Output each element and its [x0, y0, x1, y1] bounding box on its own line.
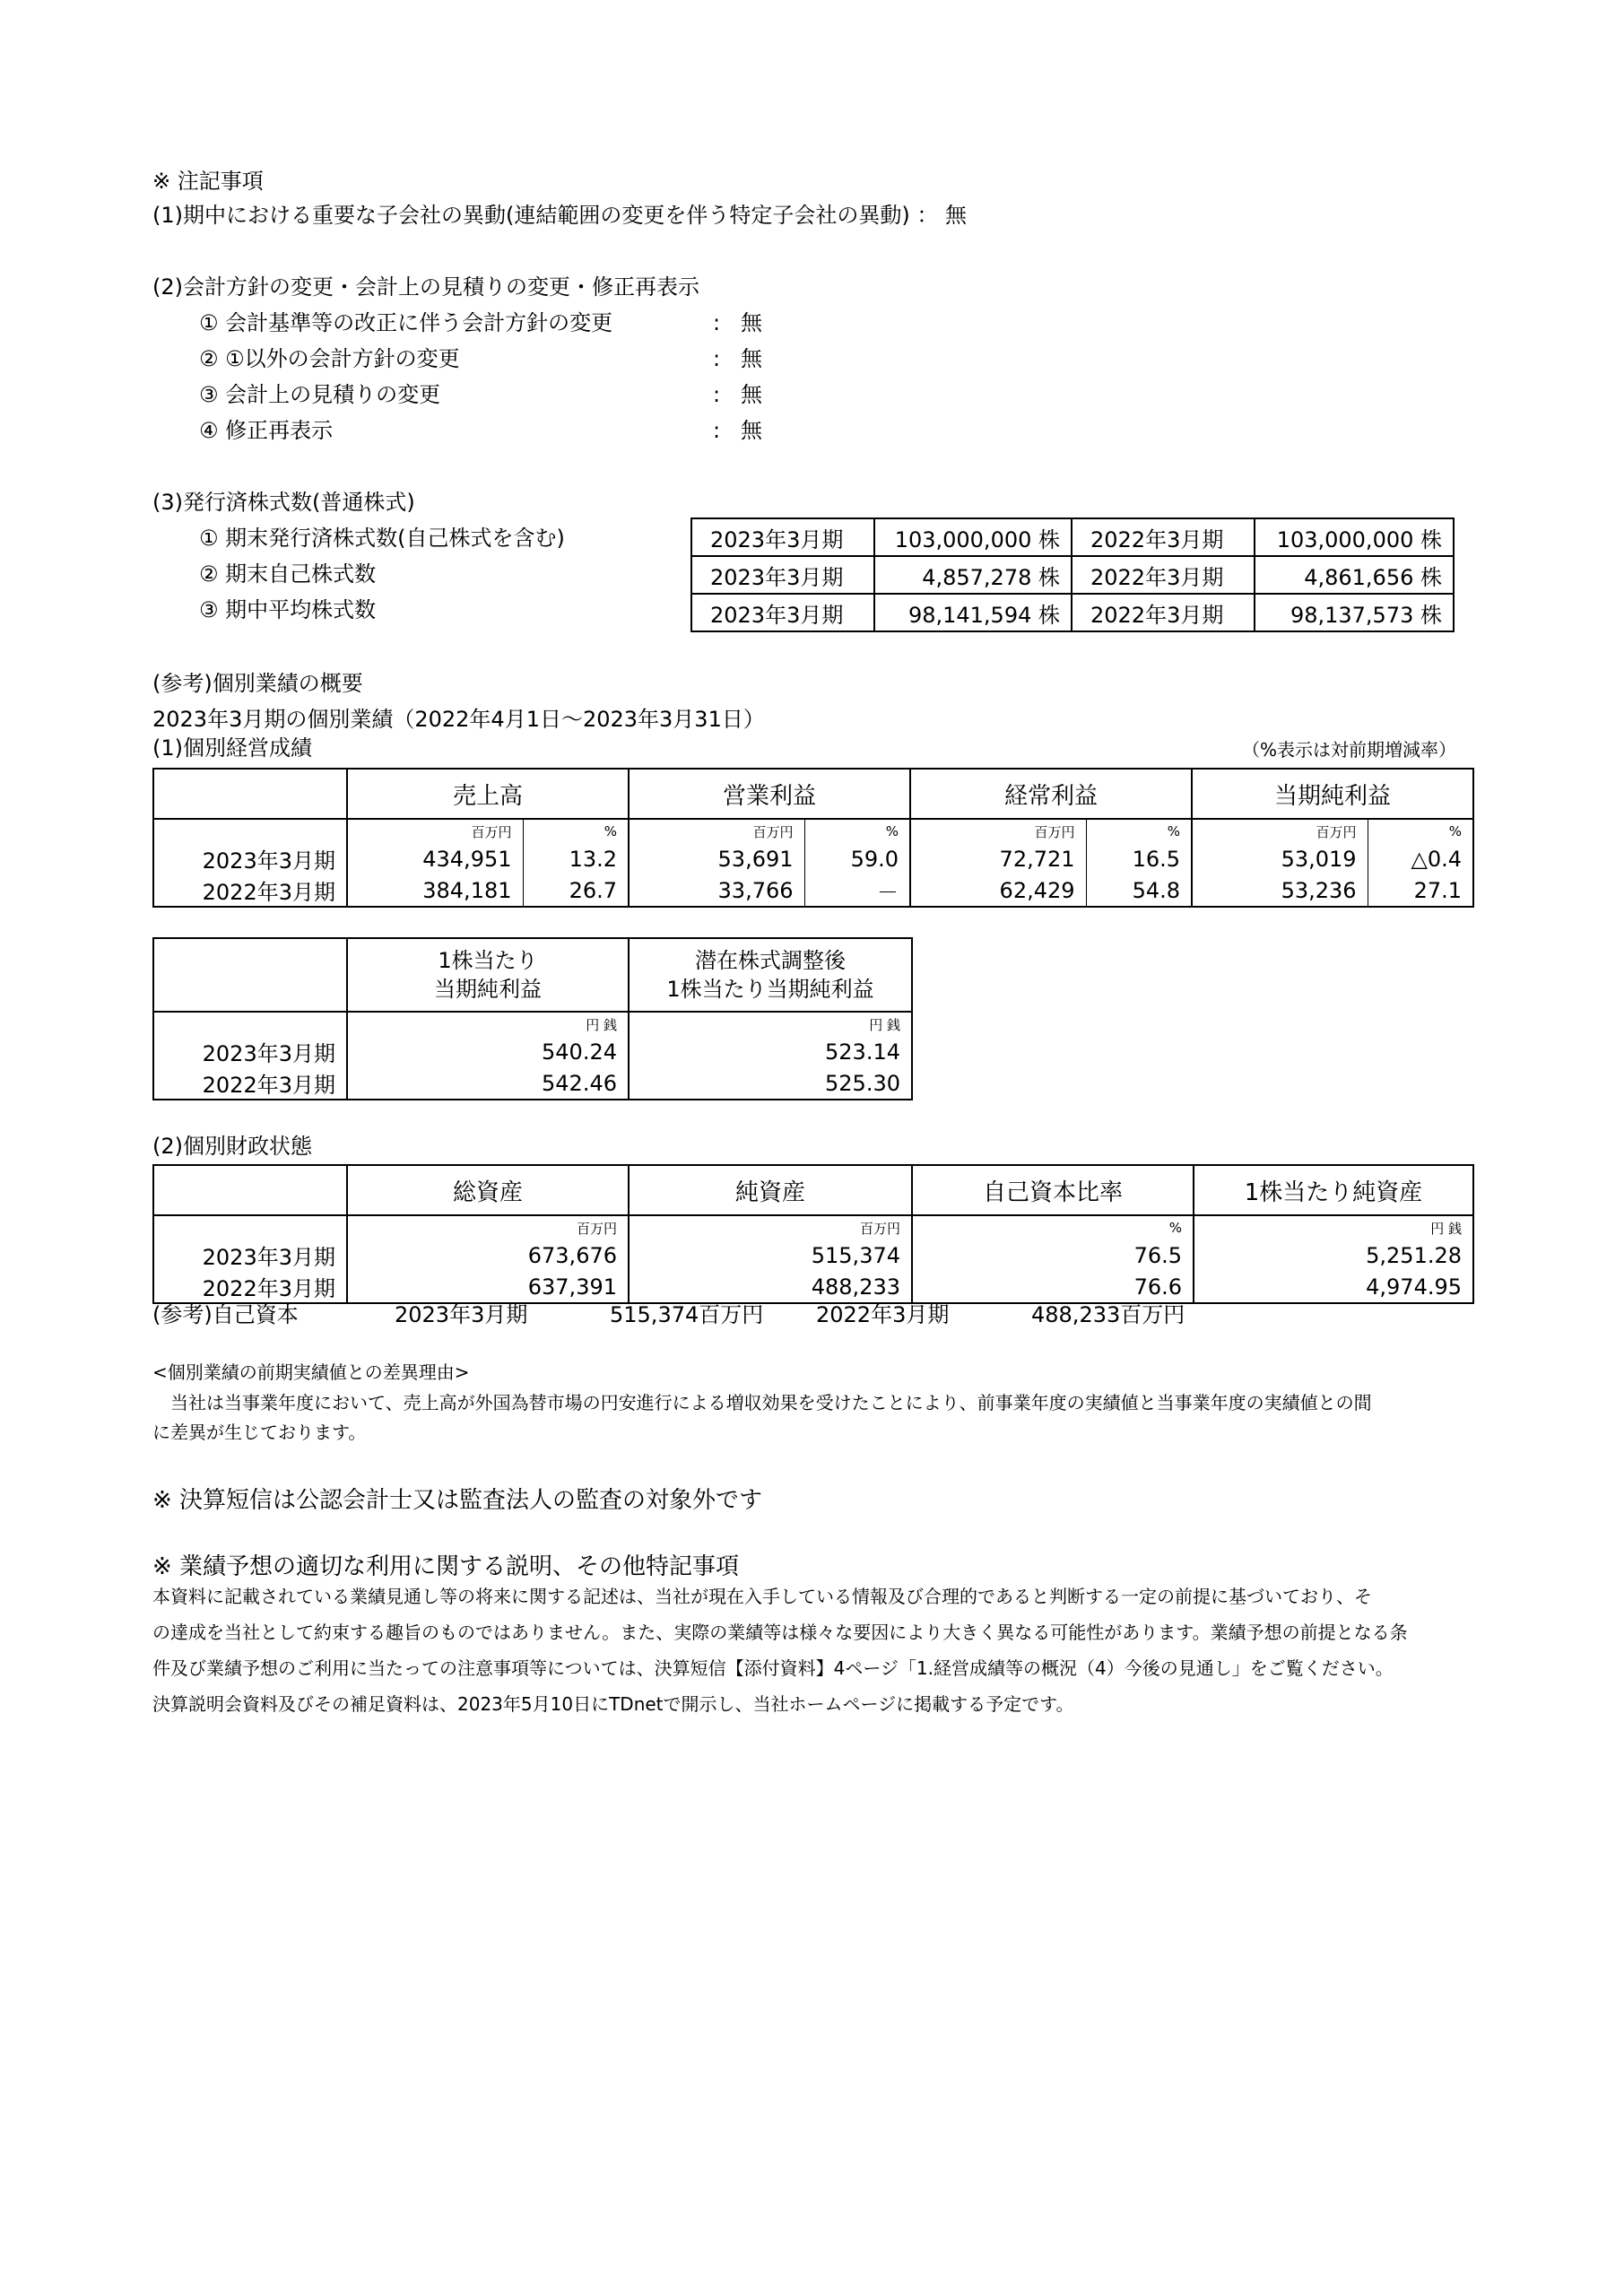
table-row	[691, 518, 1454, 556]
value-cell: 4,974.95	[1366, 1274, 1462, 1300]
unit-label: 百万円	[629, 1215, 912, 1239]
column-header-diluted-eps	[629, 938, 912, 1012]
financial-position-title: (2)個別財政状態	[152, 1134, 312, 1159]
forecast-title: ※ 業績予想の適切な利用に関する説明、その他特記事項	[152, 1553, 740, 1580]
equity-value: 488,233百万円	[1031, 1302, 1185, 1327]
operating-results-table	[152, 768, 1474, 908]
unit-blank	[153, 1215, 347, 1239]
shares-value: 98,141,594 株	[874, 594, 1072, 631]
amount-cell: 53,019	[1192, 843, 1368, 874]
note-subsidiary-change: (1)期中における重要な子会社の異動(連結範囲の変更を伴う特定子会社の異動) ： 無	[152, 203, 967, 228]
pct-cell: －	[804, 874, 910, 907]
period-cell: 2022年3月期	[153, 1067, 347, 1100]
equity-period: 2023年3月期	[395, 1302, 528, 1327]
table-row	[153, 1271, 1473, 1303]
amount-cell: 434,951	[347, 843, 523, 874]
table-row	[691, 594, 1454, 631]
period-cell: 2023年3月期	[691, 556, 874, 594]
policy-item-value: 無	[741, 310, 762, 335]
eps-value: 540.24	[347, 1036, 629, 1067]
period-cell: 2022年3月期	[153, 1271, 347, 1303]
unit-row	[153, 819, 1473, 843]
pct-cell: 27.1	[1413, 877, 1463, 903]
column-header: 経常利益	[910, 769, 1192, 819]
amount-cell: 33,766	[629, 874, 804, 907]
difference-reason-title: <個別業績の前期実績値との差異理由>	[152, 1361, 470, 1383]
table-row	[153, 1067, 912, 1100]
value-cell: 5,251.28	[1366, 1242, 1462, 1268]
table-header-row	[153, 1165, 1473, 1215]
policy-item-colon: :	[713, 418, 721, 443]
unit-label: 百万円	[1192, 819, 1368, 843]
note-shares-title: (3)発行済株式数(普通株式)	[152, 490, 415, 515]
value-cell: 76.5	[912, 1239, 1194, 1271]
forecast-text: 決算説明会資料及びその補足資料は、2023年5月10日にTDnetで開示し、当社ホームページに掲載する予定です。	[152, 1693, 1074, 1715]
unit-label: %	[1086, 819, 1192, 843]
period-cell: 2022年3月期	[153, 874, 347, 907]
equity-value: 515,374百万円	[610, 1302, 764, 1327]
eps-value: 542.46	[347, 1067, 629, 1100]
amount-cell: 72,721	[910, 843, 1086, 874]
operating-results-title: (1)個別経営成績	[152, 735, 312, 761]
unit-label: %	[523, 819, 629, 843]
shares-value: 103,000,000 株	[874, 518, 1072, 556]
column-header: 1株当たり純資産	[1194, 1165, 1473, 1215]
financial-position-table	[152, 1164, 1474, 1304]
column-header-eps	[347, 938, 629, 1012]
shares-item-label: ③ 期中平均株式数	[199, 597, 377, 622]
difference-reason-text: 当社は当事業年度において、売上高が外国為替市場の円安進行による増収効果を受けたことにより、前事業年度の実績値と当事業年度の実績値との間	[170, 1392, 1372, 1413]
note-accounting-policy-title: (2)会計方針の変更・会計上の見積りの変更・修正再表示	[152, 274, 699, 300]
shares-value: 4,861,656 株	[1255, 556, 1454, 594]
header-blank	[153, 938, 347, 1012]
header-line: 当期純利益	[434, 977, 542, 1002]
amount-cell: 62,429	[910, 874, 1086, 907]
diluted-eps-value: 523.14	[825, 1039, 900, 1065]
unit-label: %	[1448, 823, 1463, 839]
pct-cell: 13.2	[523, 843, 629, 874]
pct-cell: 16.5	[1086, 843, 1192, 874]
period-cell: 2023年3月期	[691, 518, 874, 556]
reference-title: (参考)個別業績の概要	[152, 671, 363, 696]
unit-label: 円 銭	[869, 1016, 900, 1033]
period-cell: 2022年3月期	[1072, 556, 1255, 594]
unit-row	[153, 1012, 912, 1036]
unit-label: %	[912, 1215, 1194, 1239]
unit-blank	[153, 1012, 347, 1036]
unit-label: %	[804, 819, 910, 843]
shares-value: 98,137,573 株	[1255, 594, 1454, 631]
header-line: 1株当たり当期純利益	[666, 977, 874, 1002]
shares-value: 4,857,278 株	[874, 556, 1072, 594]
table-header-row	[153, 769, 1473, 819]
period-cell: 2023年3月期	[153, 843, 347, 874]
pct-cell: 59.0	[804, 843, 910, 874]
policy-item-label: ③ 会計上の見積りの変更	[199, 382, 441, 407]
period-cell: 2023年3月期	[153, 1239, 347, 1271]
header-blank	[153, 769, 347, 819]
difference-reason-text: に差異が生じております。	[152, 1422, 367, 1443]
pct-cell: △0.4	[1411, 846, 1463, 872]
column-header: 売上高	[347, 769, 629, 819]
table-row	[153, 1036, 912, 1067]
pct-cell: 54.8	[1086, 874, 1192, 907]
column-header: 自己資本比率	[912, 1165, 1194, 1215]
period-cell: 2023年3月期	[153, 1036, 347, 1067]
pct-cell: 26.7	[523, 874, 629, 907]
shares-table	[690, 517, 1455, 632]
value-cell: 76.6	[912, 1271, 1194, 1303]
table-row	[153, 843, 1473, 874]
policy-item-label: ① 会計基準等の改正に伴う会計方針の変更	[199, 310, 613, 335]
forecast-text: 件及び業績予想のご利用に当たっての注意事項等については、決算短信【添付資料】4ページ「1.経営成績等の概況（4）今後の見通し」をご覧ください。	[152, 1657, 1394, 1679]
policy-item-value: 無	[741, 418, 762, 443]
value-cell: 488,233	[629, 1271, 912, 1303]
policy-item-value: 無	[741, 382, 762, 407]
audit-note: ※ 決算短信は公認会計士又は監査法人の監査の対象外です	[152, 1487, 763, 1514]
policy-item-label: ② ①以外の会計方針の変更	[199, 346, 460, 371]
column-header: 営業利益	[629, 769, 910, 819]
header-line: 1株当たり	[438, 948, 538, 973]
amount-cell: 53,236	[1192, 874, 1368, 907]
policy-item-label: ④ 修正再表示	[199, 418, 334, 443]
policy-item-colon: :	[713, 310, 721, 335]
value-cell: 673,676	[347, 1239, 629, 1271]
shares-value: 103,000,000 株	[1255, 518, 1454, 556]
header-blank	[153, 1165, 347, 1215]
unit-blank	[153, 819, 347, 843]
reference-period: 2023年3月期の個別業績（2022年4月1日～2023年3月31日）	[152, 707, 765, 732]
diluted-eps-value: 525.30	[825, 1070, 900, 1096]
value-cell: 515,374	[629, 1239, 912, 1271]
amount-cell: 384,181	[347, 874, 523, 907]
shares-item-label: ② 期末自己株式数	[199, 561, 377, 587]
value-cell: 637,391	[347, 1271, 629, 1303]
eps-table	[152, 937, 913, 1100]
period-cell: 2022年3月期	[1072, 518, 1255, 556]
amount-cell: 53,691	[629, 843, 804, 874]
column-header: 当期純利益	[1192, 769, 1473, 819]
forecast-text: の達成を当社として約束する趣旨のものではありません。また、実際の業績等は様々な要因により大きく異なる可能性があります。業績予想の前提となる条	[152, 1622, 1408, 1643]
column-header: 純資産	[629, 1165, 912, 1215]
header-line: 潜在株式調整後	[695, 948, 846, 973]
table-row	[153, 874, 1473, 907]
forecast-text: 本資料に記載されている業績見通し等の将来に関する記述は、当社が現在入手している情報及び合理的であると判断する一定の前提に基づいており、そ	[152, 1586, 1372, 1607]
policy-item-colon: :	[713, 382, 721, 407]
policy-item-colon: :	[713, 346, 721, 371]
period-cell: 2022年3月期	[1072, 594, 1255, 631]
unit-label: 百万円	[347, 819, 523, 843]
unit-label: 円 銭	[347, 1012, 629, 1036]
unit-label: 円 銭	[1430, 1220, 1462, 1237]
unit-label: 百万円	[629, 819, 804, 843]
notes-title: ※ 注記事項	[152, 169, 264, 194]
equity-label: (参考)自己資本	[152, 1302, 299, 1327]
unit-label: 百万円	[347, 1215, 629, 1239]
unit-row	[153, 1215, 1473, 1239]
table-header-row	[153, 938, 912, 1012]
column-header: 総資産	[347, 1165, 629, 1215]
equity-period: 2022年3月期	[816, 1302, 950, 1327]
policy-item-value: 無	[741, 346, 762, 371]
unit-label: 百万円	[910, 819, 1086, 843]
table-row	[153, 1239, 1473, 1271]
shares-item-label: ① 期末発行済株式数(自己株式を含む)	[199, 526, 565, 551]
table-row	[691, 556, 1454, 594]
period-cell: 2023年3月期	[691, 594, 874, 631]
operating-results-note: （%表示は対前期増減率）	[1242, 739, 1457, 761]
